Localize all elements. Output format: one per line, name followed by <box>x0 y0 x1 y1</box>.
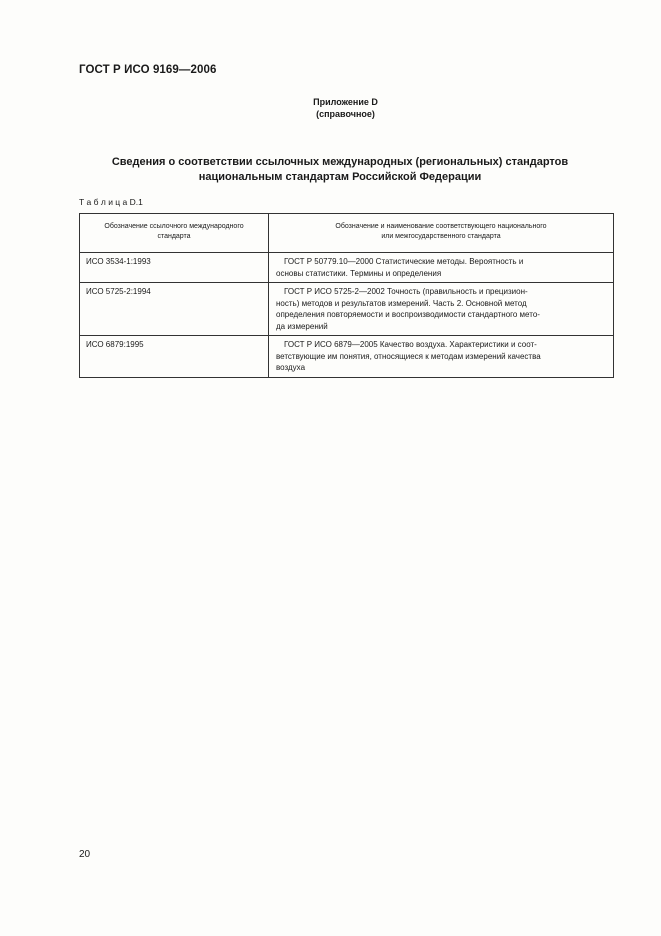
section-title-line-2: национальным стандартам Российской Федерации <box>198 171 482 183</box>
column-header-national <box>269 214 614 253</box>
national-standard-cell <box>269 253 614 283</box>
table-row <box>80 253 614 283</box>
cell-line: ГОСТ Р ИСО 5725-2—2002 Точность (правильность и прецизион- <box>284 287 528 296</box>
reference-standard-cell: ИСО 5725-2:1994 <box>80 283 269 336</box>
cell-line: определения повторяемости и воспроизводимости стандартного мето- <box>276 310 540 319</box>
header-line: стандарта <box>157 233 191 240</box>
correspondence-table <box>79 213 614 378</box>
table-header-row <box>80 214 614 253</box>
cell-line: ГОСТ Р 50779.10—2000 Статистические методы. Вероятность и <box>284 257 524 266</box>
header-line: или межгосударственного стандарта <box>381 233 501 240</box>
cell-line: воздуха <box>276 363 306 372</box>
table-row <box>80 336 614 378</box>
page-number: 20 <box>79 849 91 860</box>
national-standard-cell <box>269 336 614 378</box>
national-standard-cell <box>269 283 614 336</box>
cell-line: основы статистики. Термины и определения <box>276 268 442 278</box>
appendix-type: (справочное) <box>316 109 375 119</box>
table-caption: Т а б л и ц а D.1 <box>79 197 143 207</box>
header-line: Обозначение ссылочного международного <box>104 223 244 230</box>
appendix-title: Приложение D <box>313 97 378 107</box>
cell-line: ветствующие им понятия, относящиеся к методам измерений качества <box>276 351 541 361</box>
appendix-heading <box>0 96 661 120</box>
table-row <box>80 283 614 336</box>
document-code-header: ГОСТ Р ИСО 9169—2006 <box>79 64 217 76</box>
section-title <box>90 155 590 185</box>
cell-line: ГОСТ Р ИСО 6879—2005 Качество воздуха. Характеристики и соот- <box>284 340 537 349</box>
reference-standard-cell: ИСО 6879:1995 <box>80 336 269 378</box>
cell-line: да измерений <box>276 321 328 331</box>
cell-line: ность) методов и результатов измерений. Часть 2. Основной метод <box>276 298 527 308</box>
header-line: Обозначение и наименование соответствующего национального <box>335 223 547 230</box>
reference-standard-cell: ИСО 3534-1:1993 <box>80 253 269 283</box>
column-header-reference <box>80 214 269 253</box>
section-title-line-1: Сведения о соответствии ссылочных международных (региональных) стандартов <box>111 156 569 168</box>
